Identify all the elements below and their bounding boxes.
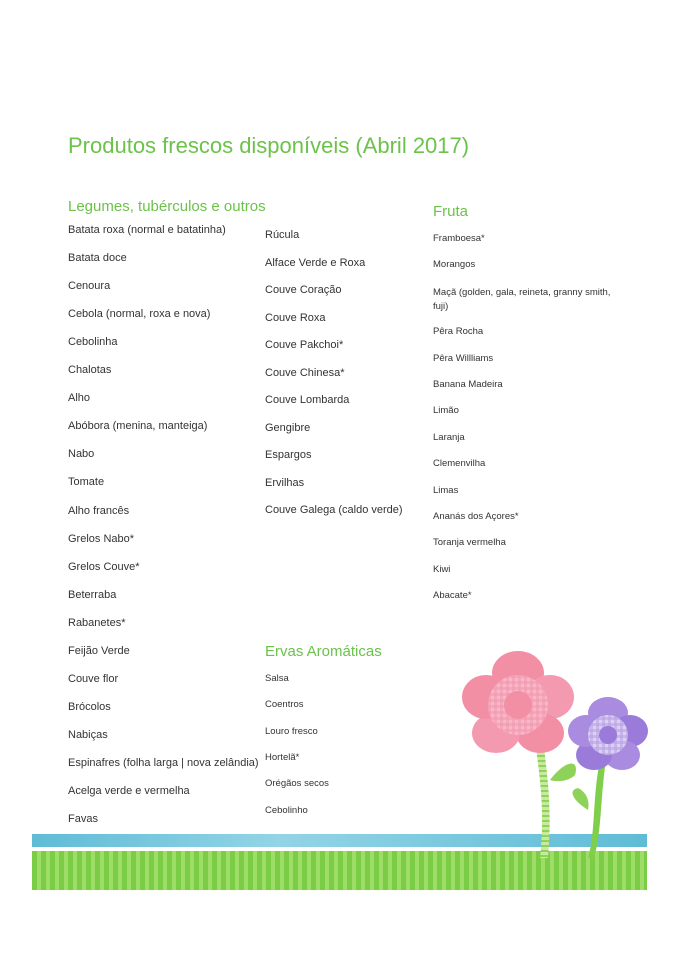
- list-item: Limas: [433, 484, 459, 496]
- list-item: Cenoura: [68, 280, 111, 293]
- list-item: Alface Verde e Roxa: [265, 256, 366, 269]
- list-item: Pêra Willliams: [433, 352, 494, 364]
- list-item: Clemenvilha: [433, 458, 486, 470]
- list-item: Feijão Verde: [68, 644, 130, 657]
- list-item: Coentros: [265, 699, 304, 711]
- ervas-heading: Ervas Aromáticas: [265, 643, 382, 660]
- list-item: Salsa: [265, 673, 289, 684]
- list-item: Pêra Rocha: [433, 326, 484, 338]
- list-item: Beterraba: [68, 588, 117, 601]
- list-item: Couve Roxa: [265, 311, 326, 324]
- list-item: Morangos: [433, 259, 476, 271]
- list-item: Chalotas: [68, 364, 112, 377]
- list-item: Espinafres (folha larga | nova zelândia): [68, 756, 259, 769]
- pink-flower-stem: [535, 740, 550, 858]
- list-item: Tomate: [68, 476, 105, 489]
- list-item: Couve flor: [68, 672, 119, 685]
- list-item: Nabiças: [68, 728, 108, 741]
- list-item: Rúcula: [265, 229, 300, 241]
- list-item: Ananás dos Açores*: [433, 511, 519, 522]
- list-item: Couve Lombarda: [265, 394, 350, 406]
- list-item: Alho: [68, 392, 91, 405]
- list-item: Gengibre: [265, 421, 311, 434]
- list-item: Maçã (golden, gala, reineta, granny smith, fuji): [433, 286, 611, 312]
- list-item: Kiwi: [433, 563, 451, 575]
- list-item: Grelos Nabo*: [68, 532, 135, 545]
- list-item: Couve Chinesa*: [265, 366, 345, 379]
- list-item: Batata roxa (normal e batatinha): [68, 224, 226, 236]
- list-item: Grelos Couve*: [68, 560, 140, 573]
- list-item: Alho francês: [68, 504, 130, 517]
- list-item: Cebola (normal, roxa e nova): [68, 308, 211, 321]
- list-item: Favas: [68, 813, 98, 826]
- list-item: Couve Galega (caldo verde): [265, 504, 403, 516]
- list-item: Rabanetes*: [68, 616, 126, 629]
- list-item: Framboesa*: [433, 233, 485, 244]
- fruta-heading: Fruta: [433, 203, 469, 220]
- list-item: Nabo: [68, 448, 95, 461]
- list-item: Couve Coração: [265, 284, 342, 296]
- purple-flower: [568, 697, 648, 770]
- list-item: Orégãos secos: [265, 778, 329, 790]
- list-item: Espargos: [265, 449, 312, 461]
- list-item: Brócolos: [68, 700, 111, 713]
- list-item: Banana Madeira: [433, 379, 503, 390]
- list-item: Ervilhas: [265, 476, 305, 489]
- list-item: Cebolinha: [68, 336, 118, 349]
- list-item: Cebolinho: [265, 804, 308, 816]
- list-item: Toranja vermelha: [433, 537, 506, 549]
- list-item: Abacate*: [433, 590, 472, 602]
- list-item: Laranja: [433, 431, 465, 443]
- list-item: Abóbora (menina, manteiga): [68, 420, 208, 433]
- list-item: Louro fresco: [265, 725, 318, 737]
- flowers-illustration: [460, 650, 660, 865]
- pink-flower: [462, 651, 574, 753]
- list-item: Couve Pakchoi*: [265, 339, 344, 351]
- list-item: Batata doce: [68, 252, 127, 265]
- list-item: Hortelã*: [265, 751, 300, 763]
- page-title: Produtos frescos disponíveis (Abril 2017): [68, 133, 470, 158]
- legumes-heading: Legumes, tubérculos e outros: [68, 198, 266, 215]
- list-item: Limão: [433, 405, 459, 417]
- list-item: Acelga verde e vermelha: [68, 785, 190, 797]
